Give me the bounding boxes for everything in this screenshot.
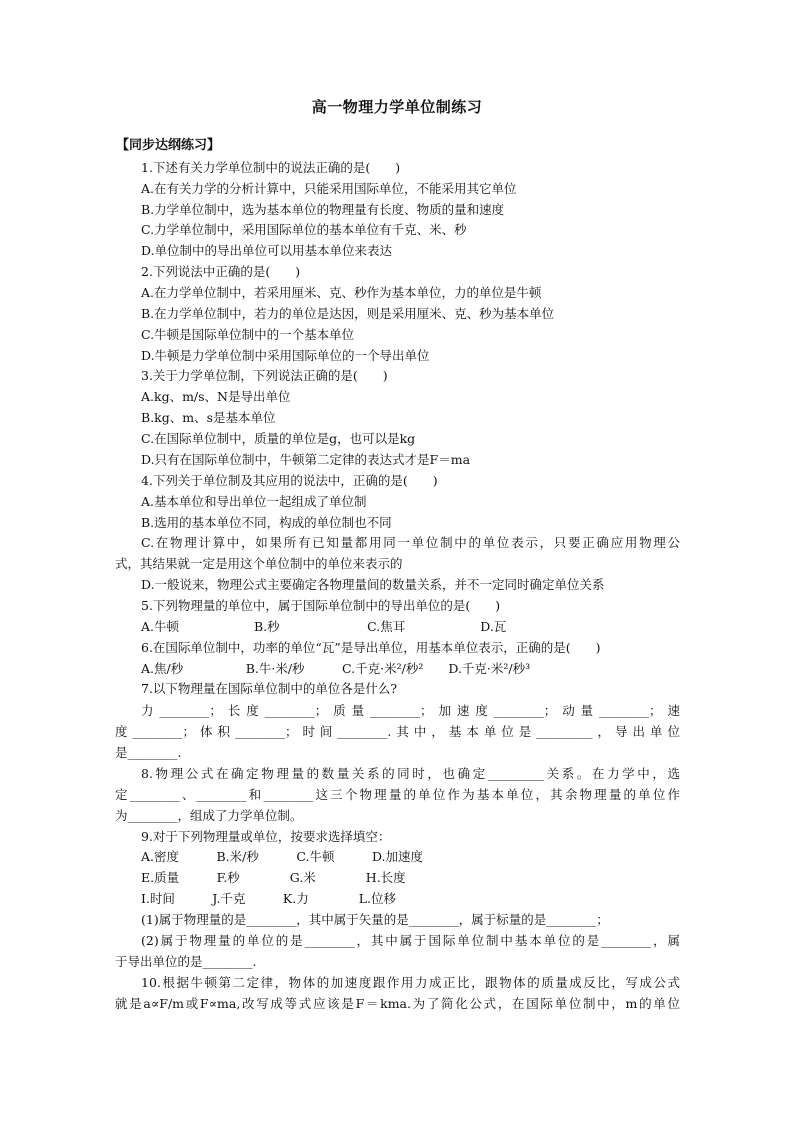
text-line: 定________、________和________这三个物理量的单位作为基本单位，其余物理量的单位作 xyxy=(115,787,680,802)
text-line: A.在力学单位制中，若采用厘米、克、秒作为基本单位，力的单位是牛顿 xyxy=(141,285,542,300)
text-line: A.在有关力学的分析计算中，只能采用国际单位，不能采用其它单位 xyxy=(141,181,517,196)
text-line: A.牛顿 B.秒 C.焦耳 D.瓦 xyxy=(141,619,507,634)
text-line: 9.对于下列物理量或单位，按要求选择填空： xyxy=(141,829,391,844)
section-heading: 【同步达纲练习】 xyxy=(116,138,221,153)
text-line: I.时间 J.千克 K.力 L.位移 xyxy=(141,891,397,906)
text-line: D.单位制中的导出单位可以用基本单位来表达 xyxy=(141,243,393,258)
text-line: 6.在国际单位制中，功率的单位“瓦”是导出单位，用基本单位表示，正确的是( ) xyxy=(141,640,601,655)
text-line: C.牛顿是国际单位制中的一个基本单位 xyxy=(141,327,355,342)
text-line: 7.以下物理量在国际单位制中的单位各是什么? xyxy=(141,681,398,696)
text-line: B.力学单位制中，选为基本单位的物理量有长度、物质的量和速度 xyxy=(141,202,505,217)
text-line: B.kg、m、s是基本单位 xyxy=(141,410,276,425)
text-line: (1)属于物理量的是________，其中属于矢量的是________，属于标量的是________； xyxy=(141,912,609,927)
text-line: C.在国际单位制中，质量的单位是g，也可以是kg xyxy=(141,431,416,446)
text-line: 为________，组成了力学单位制。 xyxy=(115,808,303,823)
text-line: D.只有在国际单位制中，牛顿第二定律的表达式才是F＝ma xyxy=(141,452,471,467)
text-line: B.在力学单位制中，若力的单位是达因，则是采用厘米、克、秒为基本单位 xyxy=(141,306,555,321)
text-line: 力________；长度________；质量________；加速度________；动量________；速 xyxy=(141,703,680,718)
text-line: E.质量 F.秒 G.米 H.长度 xyxy=(141,870,406,885)
page-title: 高一物理力学单位制练习 xyxy=(311,98,483,116)
text-line: A.基本单位和导出单位一起组成了单位制 xyxy=(141,494,367,509)
text-line: D.一般说来，物理公式主要确定各物理量间的数量关系，并不一定同时确定单位关系 xyxy=(141,577,605,592)
text-line: 3.关于力学单位制，下列说法正确的是( ) xyxy=(141,368,388,383)
text-line: (2)属于物理量的单位的是________，其中属于国际单位制中基本单位的是________，属 xyxy=(141,933,680,948)
text-line: 1.下述有关力学单位制中的说法正确的是( ) xyxy=(141,160,401,175)
text-line: 8.物理公式在确定物理量的数量关系的同时，也确定_________关系。在力学中，选 xyxy=(141,766,680,781)
text-line: A.kg、m/s、N是导出单位 xyxy=(141,389,291,404)
text-line: B.选用的基本单位不同，构成的单位制也不同 xyxy=(141,515,392,530)
text-line: C.力学单位制中，采用国际单位的基本单位有千克、米、秒 xyxy=(141,222,467,237)
text-line: C.在物理计算中，如果所有已知量都用同一单位制中的单位表示，只要正确应用物理公 xyxy=(141,535,680,550)
text-line: 度________；体积________；时间________.其中，基本单位是_________，导出单位 xyxy=(115,724,680,739)
text-line: 于导出单位的是________. xyxy=(115,954,257,969)
text-line: A.焦/秒 B.牛·米/秒 C.千克·米²/秒² D.千克·米²/秒³ xyxy=(141,661,531,676)
text-line: A.密度 B.米/秒 C.牛顿 D.加速度 xyxy=(141,849,424,864)
text-line: 4.下列关于单位制及其应用的说法中，正确的是( ) xyxy=(141,473,438,488)
text-line: 2.下列说法中正确的是( ) xyxy=(141,264,301,279)
text-line: 5.下列物理量的单位中，属于国际单位制中的导出单位的是( ) xyxy=(141,598,501,613)
text-line: 式，其结果就一定是用这个单位制中的单位来表示的 xyxy=(115,556,403,571)
text-line: 就是a∝F/m或F∝ma,改写成等式应该是F＝kma.为了简化公式，在国际单位制中，m的单位 xyxy=(115,996,680,1011)
text-line: 10.根据牛顿第二定律，物体的加速度跟作用力成正比，跟物体的质量成反比，写成公式 xyxy=(141,975,680,990)
text-line: 是________. xyxy=(115,745,182,760)
text-line: D.牛顿是力学单位制中采用国际单位的一个导出单位 xyxy=(141,348,430,363)
